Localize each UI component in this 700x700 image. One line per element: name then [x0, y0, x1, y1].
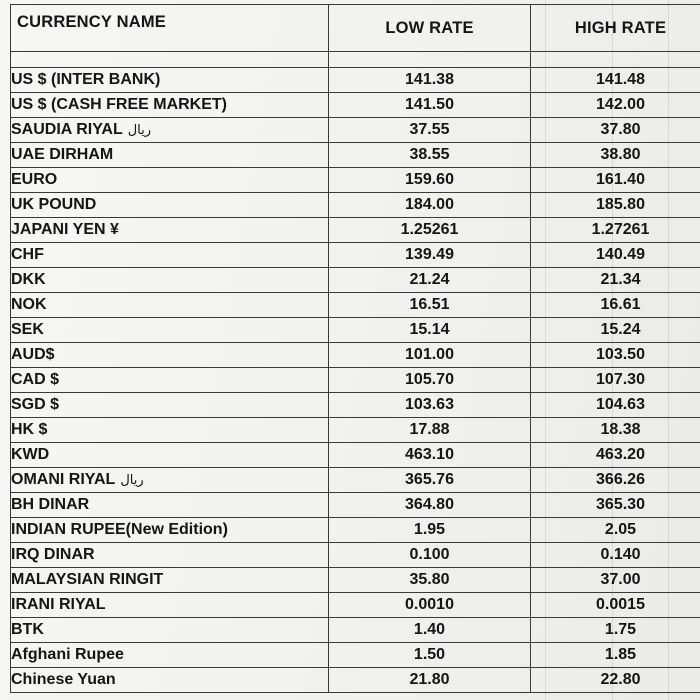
- high-rate-cell: 2.05: [531, 518, 700, 543]
- currency-name: CHF: [11, 246, 44, 263]
- low-rate-cell: 141.38: [329, 68, 531, 93]
- low-rate-cell: 184.00: [329, 193, 531, 218]
- currency-name-cell: [11, 493, 329, 518]
- currency-name: IRANI RIYAL: [11, 596, 106, 613]
- currency-name-cell: [11, 543, 329, 568]
- table-row: [11, 643, 700, 668]
- table-row: [11, 168, 700, 193]
- high-rate-cell: 104.63: [531, 393, 700, 418]
- table-row: [11, 68, 700, 93]
- header-row: [11, 5, 700, 52]
- low-rate-cell: 101.00: [329, 343, 531, 368]
- low-rate-cell: 16.51: [329, 293, 531, 318]
- header-low-rate: LOW RATE: [329, 5, 531, 52]
- currency-name: US $ (INTER BANK): [11, 71, 161, 88]
- low-rate-cell: 1.50: [329, 643, 531, 668]
- high-rate-cell: 140.49: [531, 243, 700, 268]
- table-row: [11, 293, 700, 318]
- currency-name-cell: [11, 268, 329, 293]
- currency-name: MALAYSIAN RINGIT: [11, 571, 164, 588]
- table-row: [11, 193, 700, 218]
- low-rate-cell: 365.76: [329, 468, 531, 493]
- header-currency-name: CURRENCY NAME: [11, 5, 329, 52]
- currency-name: Chinese Yuan: [11, 671, 116, 688]
- currency-name: US $ (CASH FREE MARKET): [11, 96, 228, 113]
- currency-name: CAD $: [11, 371, 60, 388]
- low-rate-cell: 21.80: [329, 668, 531, 693]
- table-row: [11, 593, 700, 618]
- currency-name: INDIAN RUPEE(New Edition): [11, 521, 228, 538]
- currency-name-cell: [11, 593, 329, 618]
- low-rate-cell: 159.60: [329, 168, 531, 193]
- low-rate-cell: 463.10: [329, 443, 531, 468]
- table-row: [11, 143, 700, 168]
- table-row: [11, 343, 700, 368]
- low-rate-cell: 105.70: [329, 368, 531, 393]
- currency-name: KWD: [11, 446, 50, 463]
- currency-name-cell: [11, 243, 329, 268]
- currency-name: NOK: [11, 296, 47, 313]
- currency-name-cell: [11, 393, 329, 418]
- currency-name-cell: [11, 143, 329, 168]
- table-row: [11, 618, 700, 643]
- currency-name-cell: [11, 218, 329, 243]
- currency-name-cell: [11, 468, 329, 493]
- table-row: [11, 393, 700, 418]
- table-row: [11, 493, 700, 518]
- currency-name: IRQ DINAR: [11, 546, 95, 563]
- header-high-rate: HIGH RATE: [531, 5, 700, 52]
- currency-name-cell: [11, 93, 329, 118]
- high-rate-cell: 37.00: [531, 568, 700, 593]
- high-rate-cell: 365.30: [531, 493, 700, 518]
- spacer-row: [11, 52, 700, 68]
- currency-name: HK $: [11, 421, 48, 438]
- currency-name-cell: [11, 118, 329, 143]
- high-rate-cell: 141.48: [531, 68, 700, 93]
- currency-rates-table: [10, 4, 700, 693]
- high-rate-cell: 1.27261: [531, 218, 700, 243]
- table-row: [11, 568, 700, 593]
- currency-name-cell: [11, 368, 329, 393]
- currency-name-cell: [11, 193, 329, 218]
- table-row: [11, 268, 700, 293]
- high-rate-cell: 1.85: [531, 643, 700, 668]
- table-row: [11, 368, 700, 393]
- currency-name: DKK: [11, 271, 46, 288]
- low-rate-cell: 17.88: [329, 418, 531, 443]
- currency-name-cell: [11, 68, 329, 93]
- currency-name-cell: [11, 668, 329, 693]
- table-row: [11, 468, 700, 493]
- currency-name: EURO: [11, 171, 58, 188]
- high-rate-cell: 463.20: [531, 443, 700, 468]
- currency-name-urdu: ریال: [127, 123, 152, 138]
- currency-name: SGD $: [11, 396, 60, 413]
- low-rate-cell: 1.25261: [329, 218, 531, 243]
- low-rate-cell: 38.55: [329, 143, 531, 168]
- currency-name-cell: [11, 293, 329, 318]
- high-rate-cell: 161.40: [531, 168, 700, 193]
- low-rate-cell: 141.50: [329, 93, 531, 118]
- table-row: [11, 543, 700, 568]
- currency-name: AUD$: [11, 346, 55, 363]
- currency-name: SAUDIA RIYAL: [11, 121, 123, 138]
- currency-name-cell: [11, 168, 329, 193]
- currency-name: SEK: [11, 321, 44, 338]
- high-rate-cell: 142.00: [531, 93, 700, 118]
- table-row: [11, 243, 700, 268]
- low-rate-cell: 0.100: [329, 543, 531, 568]
- high-rate-cell: 103.50: [531, 343, 700, 368]
- low-rate-cell: 364.80: [329, 493, 531, 518]
- high-rate-cell: 107.30: [531, 368, 700, 393]
- high-rate-cell: 0.0015: [531, 593, 700, 618]
- low-rate-cell: 139.49: [329, 243, 531, 268]
- high-rate-cell: 21.34: [531, 268, 700, 293]
- low-rate-cell: 37.55: [329, 118, 531, 143]
- high-rate-cell: 37.80: [531, 118, 700, 143]
- currency-name: BTK: [11, 621, 44, 638]
- low-rate-cell: 0.0010: [329, 593, 531, 618]
- currency-name: UAE DIRHAM: [11, 146, 114, 163]
- table-row: [11, 518, 700, 543]
- currency-name: UK POUND: [11, 196, 97, 213]
- low-rate-cell: 1.40: [329, 618, 531, 643]
- high-rate-cell: 16.61: [531, 293, 700, 318]
- high-rate-cell: 38.80: [531, 143, 700, 168]
- high-rate-cell: 185.80: [531, 193, 700, 218]
- high-rate-cell: 15.24: [531, 318, 700, 343]
- currency-name-cell: [11, 618, 329, 643]
- low-rate-cell: 103.63: [329, 393, 531, 418]
- currency-name-cell: [11, 318, 329, 343]
- table-row: [11, 418, 700, 443]
- table-row: [11, 218, 700, 243]
- high-rate-cell: 0.140: [531, 543, 700, 568]
- table-row: [11, 443, 700, 468]
- currency-name: OMANI RIYAL: [11, 471, 116, 488]
- currency-name: JAPANI YEN ¥: [11, 221, 119, 238]
- currency-name-cell: [11, 343, 329, 368]
- table-row: [11, 93, 700, 118]
- currency-name-urdu: ریال: [120, 473, 144, 488]
- table-row: [11, 318, 700, 343]
- currency-name-cell: [11, 443, 329, 468]
- currency-name-cell: [11, 568, 329, 593]
- low-rate-cell: 21.24: [329, 268, 531, 293]
- currency-name-cell: [11, 643, 329, 668]
- currency-name-cell: [11, 518, 329, 543]
- high-rate-cell: 22.80: [531, 668, 700, 693]
- table-row: [11, 668, 700, 693]
- high-rate-cell: 18.38: [531, 418, 700, 443]
- currency-name: BH DINAR: [11, 496, 90, 513]
- high-rate-cell: 366.26: [531, 468, 700, 493]
- low-rate-cell: 35.80: [329, 568, 531, 593]
- low-rate-cell: 15.14: [329, 318, 531, 343]
- high-rate-cell: 1.75: [531, 618, 700, 643]
- table-row: [11, 118, 700, 143]
- currency-name-cell: [11, 418, 329, 443]
- currency-name: Afghani Rupee: [11, 646, 124, 663]
- low-rate-cell: 1.95: [329, 518, 531, 543]
